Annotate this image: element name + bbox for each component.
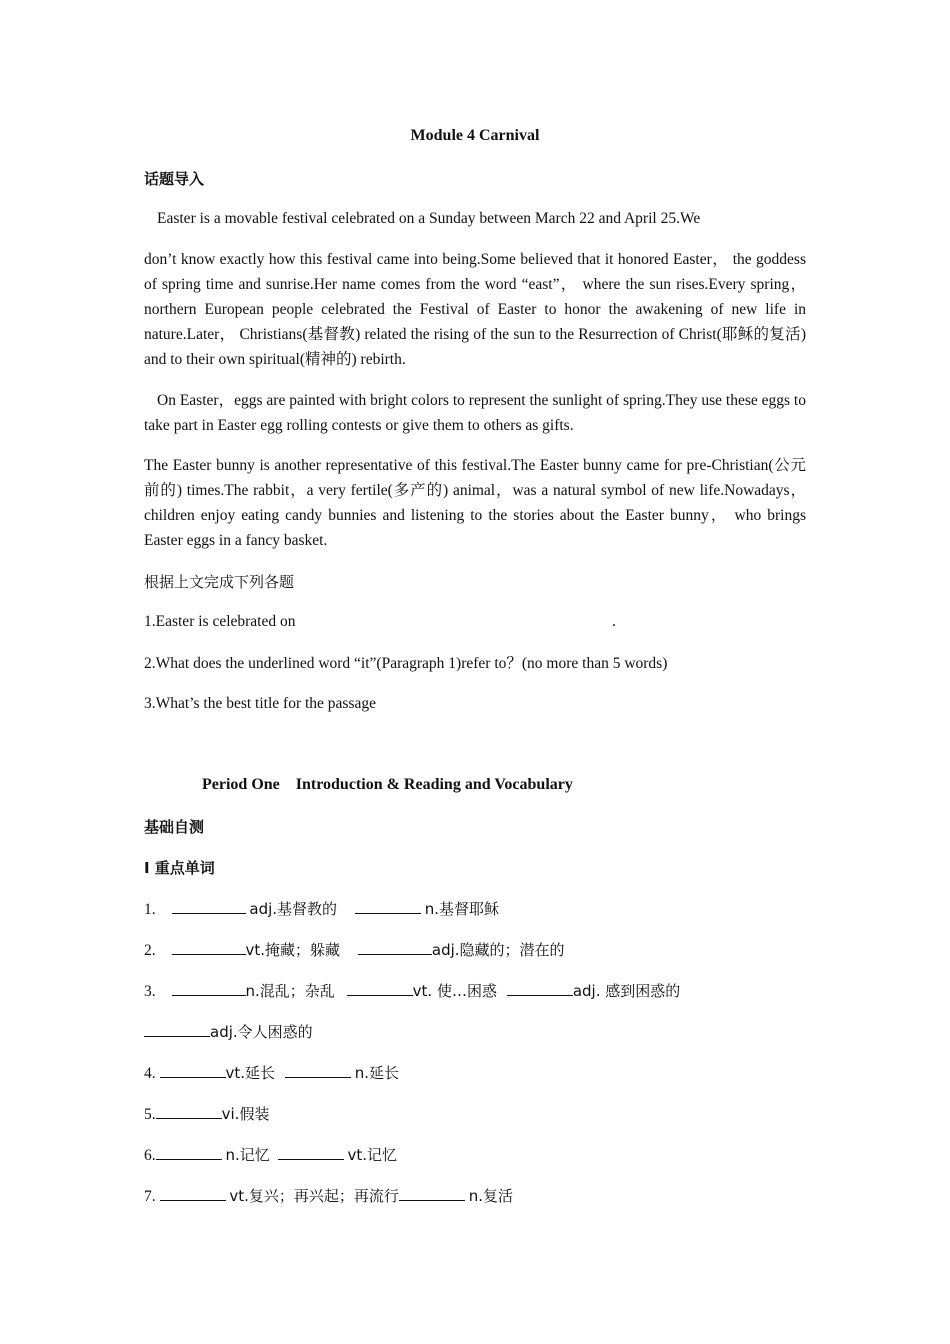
answer-blank[interactable] <box>144 1022 210 1037</box>
answer-blank[interactable] <box>507 981 573 996</box>
question-1-end: . <box>612 613 616 630</box>
answer-blank[interactable] <box>156 1145 222 1160</box>
passage-p2: On Easter，eggs are painted with bright colors to represent the sunlight of spring.They use these eggs to take part in Easter egg rolling contests or give them to others as gifts. <box>144 392 806 434</box>
vocab-item-number: 3. <box>144 983 156 1000</box>
topic-heading: 话题导入 <box>144 170 205 188</box>
answer-blank[interactable] <box>172 981 246 996</box>
vocab-item-3 <box>144 981 680 1002</box>
passage-p3: The Easter bunny is another representative of this festival.The Easter bunny came for pre-Christian(公元前的) times.The rabbit，a very fertile(多产的) animal，was a natural symbol of new life.Nowadays， children enjoy eating candy bunnies and listening to the stories about the Easter bunny， who brings Easter eggs in a fancy basket. <box>144 457 806 549</box>
vocab-item-number: 6. <box>144 1147 156 1164</box>
vocab-item-3-cont <box>144 1022 313 1043</box>
vocab-item-number: 7. <box>144 1188 156 1205</box>
vocab-definition: n.混乱；杂乱 <box>245 982 335 1000</box>
vocab-heading: I 重点单词 <box>144 859 215 877</box>
vocab-definition: vt. 使…困惑 <box>412 982 497 1000</box>
answer-blank[interactable] <box>160 1063 226 1078</box>
question-3: 3.What’s the best title for the passage <box>144 695 377 712</box>
question-2: 2.What does the underlined word “it”(Paragraph 1)refer to？(no more than 5 words) <box>144 655 668 672</box>
vocab-definition: adj.隐藏的；潜在的 <box>431 941 565 959</box>
vocab-definition: vi.假装 <box>221 1105 270 1123</box>
answer-blank[interactable] <box>156 1104 222 1119</box>
answer-blank[interactable] <box>172 899 246 914</box>
answer-blank[interactable] <box>358 940 432 955</box>
question-1: 1.Easter is celebrated on <box>144 613 296 630</box>
vocab-definition: adj. 感到困惑的 <box>572 982 681 1000</box>
vocab-item-7 <box>144 1186 513 1207</box>
task-heading: 根据上文完成下列各题 <box>144 573 295 591</box>
answer-blank[interactable] <box>172 940 246 955</box>
vocab-definition: n.延长 <box>354 1064 400 1082</box>
answer-blank[interactable] <box>160 1186 226 1201</box>
vocab-definition: adj.令人困惑的 <box>210 1023 313 1041</box>
answer-blank[interactable] <box>355 899 421 914</box>
vocab-definition: n.基督耶稣 <box>424 900 500 918</box>
passage-p1-rest: don’t know exactly how this festival came into being.Some believed that it honored Easter， the goddess of spring time and sunrise.Her name comes from the word “east”， where the sun rises.Every spring， northern European people celebrated the Festival of Easter to honor the awakening of new life in nature.Later， Christians(基督教) related the rising of the sun to the Resurrection of Christ(耶稣的复活) and to their own spiritual(精神的) rebirth. <box>144 251 806 368</box>
vocab-definition: vt.记忆 <box>347 1146 398 1164</box>
answer-blank[interactable] <box>285 1063 351 1078</box>
vocab-item-number: 1. <box>144 901 156 918</box>
module-title: Module 4 Carnival <box>410 127 540 144</box>
vocab-item-6 <box>144 1145 397 1166</box>
vocab-definition: vt.掩藏；躲藏 <box>245 941 341 959</box>
vocab-definition: n.复活 <box>468 1187 514 1205</box>
passage-p1-first-line: Easter is a movable festival celebrated on a Sunday between March 22 and April 25.We <box>157 210 701 227</box>
vocab-item-4 <box>144 1063 399 1084</box>
answer-blank[interactable] <box>347 981 413 996</box>
vocab-definition: vt.延长 <box>225 1064 276 1082</box>
period-title: Period One Introduction & Reading and Vocabulary <box>202 776 573 793</box>
answer-blank[interactable] <box>278 1145 344 1160</box>
vocab-item-5 <box>144 1104 269 1125</box>
vocab-item-number: 5. <box>144 1106 156 1123</box>
vocab-item-2 <box>144 940 565 961</box>
vocab-definition: adj.基督教的 <box>249 900 338 918</box>
vocab-definition: vt.复兴；再兴起；再流行 <box>229 1187 399 1205</box>
vocab-item-1 <box>144 899 499 920</box>
answer-blank[interactable] <box>399 1186 465 1201</box>
vocab-item-number: 4. <box>144 1065 156 1082</box>
basic-heading: 基础自测 <box>144 818 205 836</box>
vocab-definition: n.记忆 <box>225 1146 270 1164</box>
vocab-item-number: 2. <box>144 942 156 959</box>
